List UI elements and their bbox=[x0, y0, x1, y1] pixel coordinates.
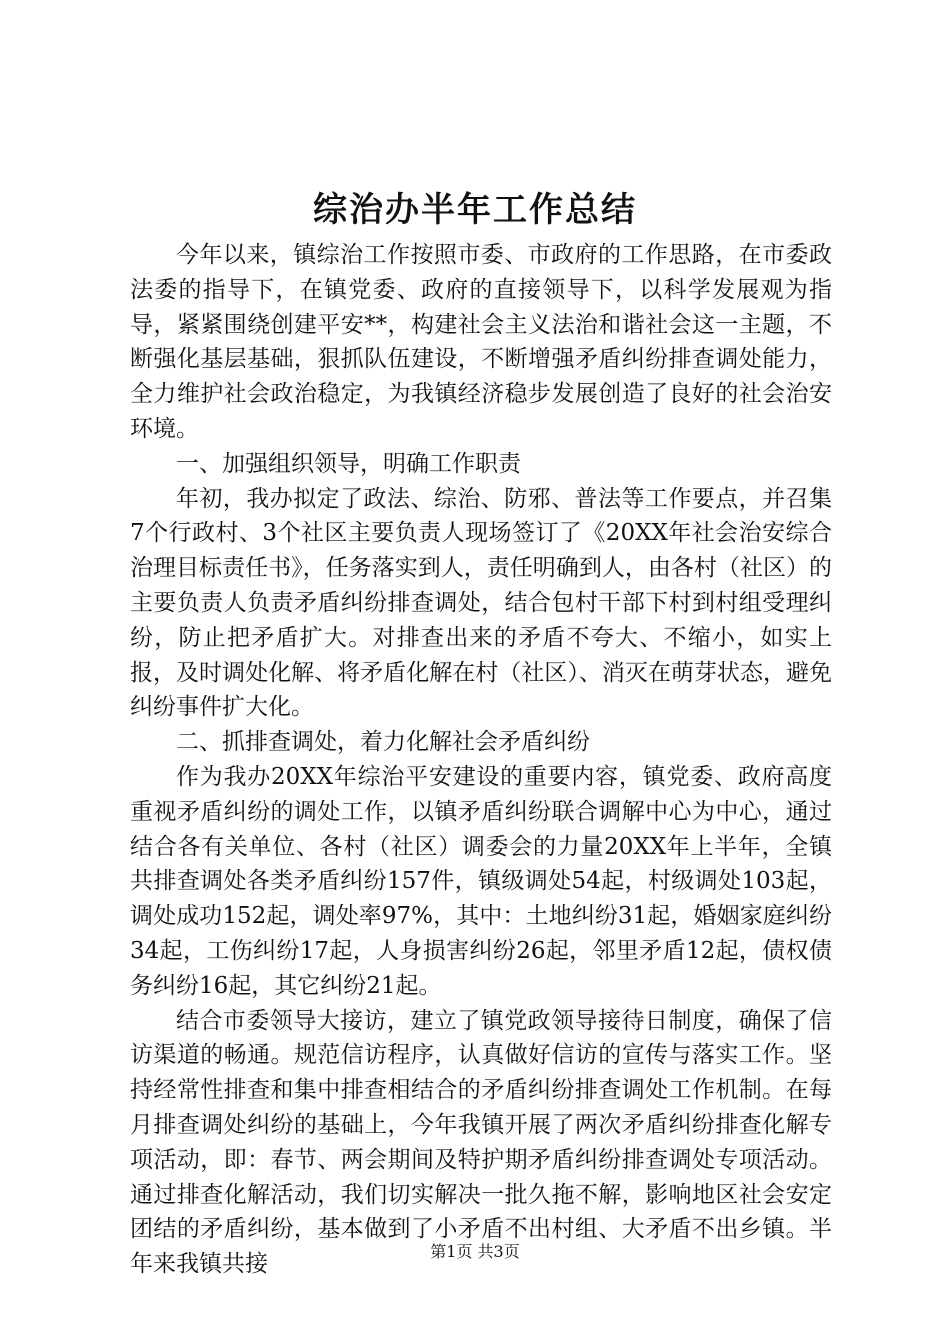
document-title: 综治办半年工作总结 bbox=[313, 190, 637, 230]
document-body bbox=[130, 238, 832, 1282]
section-2-paragraph-2: 结合市委领导大接访，建立了镇党政领导接待日制度，确保了信访渠道的畅通。规范信访程序，认真做好信访的宣传与落实工作。坚持经常性排查和集中排查相结合的矛盾纠纷排查调处工作机制。在每月排查调处纠纷的基础上，今年我镇开展了两次矛盾纠纷排查化解专项活动，即：春节、两会期间及特护期矛盾纠纷排查调处专项活动。通过排查化解活动，我们切实解决一批久拖不解，影响地区社会安定团结的矛盾纠纷，基本做到了小矛盾不出村组、大矛盾不出乡镇。半年来我镇共接 bbox=[130, 1007, 832, 1278]
section-heading-2: 二、抓排查调处，着力化解社会矛盾纠纷 bbox=[176, 729, 590, 756]
intro-paragraph: 今年以来，镇综治工作按照市委、市政府的工作思路，在市委政法委的指导下，在镇党委、政府的直接领导下，以科学发展观为指导，紧紧围绕创建平安**，构建社会主义法治和谐社会这一主题，不断强化基层基础，狠抓队伍建设，不断增强矛盾纠纷排查调处能力，全力维护社会政治稳定，为我镇经济稳步发展创造了良好的社会治安环境。 bbox=[130, 242, 832, 442]
section-2-paragraph-1: 作为我办20XX年综治平安建设的重要内容，镇党委、政府高度重视矛盾纠纷的调处工作，以镇矛盾纠纷联合调解中心为中心，通过结合各有关单位、各村（社区）调委会的力量20XX年上半年，全镇共排查调处各类矛盾纠纷157件，镇级调处54起，村级调处103起，调处成功152起，调处率97%，其中：土地纠纷31起，婚姻家庭纠纷34起，工伤纠纷17起，人身损害纠纷26起，邻里矛盾12起，债权债务纠纷16起，其它纠纷21起。 bbox=[130, 763, 832, 999]
page-footer: 第1页 共3页 bbox=[430, 1242, 520, 1261]
section-1-paragraph: 年初，我办拟定了政法、综治、防邪、普法等工作要点，并召集7个行政村、3个社区主要负责人现场签订了《20XX年社会治安综合治理目标责任书》，任务落实到人，责任明确到人，由各村（社区）的主要负责人负责矛盾纠纷排查调处，结合包村干部下村到村组受理纠纷，防止把矛盾扩大。对排查出来的矛盾不夸大、不缩小，如实上报，及时调处化解、将矛盾化解在村（社区）、消灭在萌芽状态，避免纠纷事件扩大化。 bbox=[130, 485, 833, 721]
section-heading-1: 一、加强组织领导，明确工作职责 bbox=[176, 450, 521, 477]
